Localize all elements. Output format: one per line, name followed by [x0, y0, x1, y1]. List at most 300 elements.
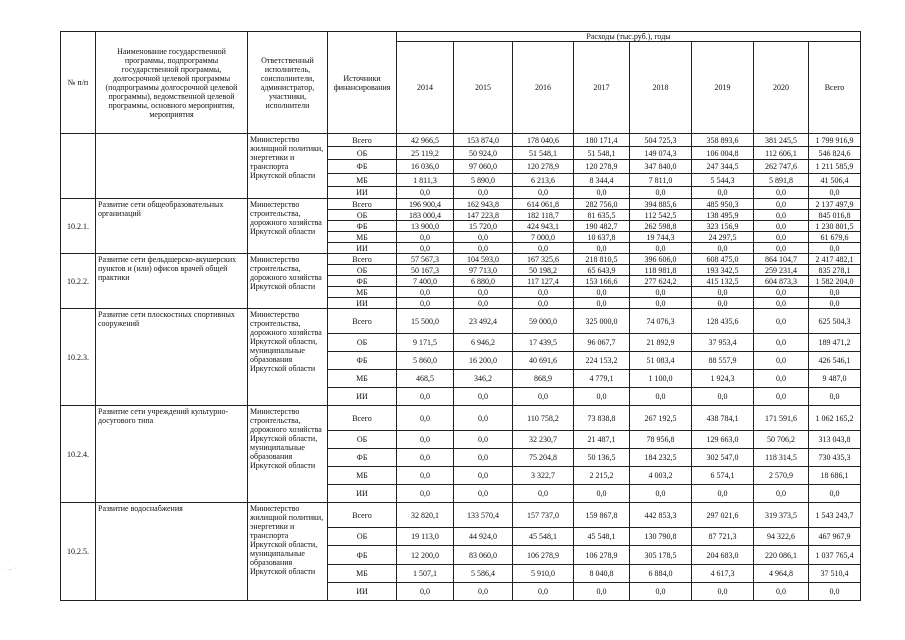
scan-noise: · .. ·: [4, 565, 17, 572]
amount-cell: 9 171,5: [397, 334, 454, 352]
amount-cell: 118 314,5: [754, 449, 809, 467]
amount-cell: 0,0: [513, 583, 574, 601]
funding-source: ФБ: [328, 221, 397, 232]
amount-cell: 0,0: [513, 187, 574, 199]
amount-cell: 259 231,4: [754, 265, 809, 276]
total-cell: 0,0: [809, 243, 861, 254]
funding-source: ФБ: [328, 276, 397, 287]
amount-cell: 120 278,9: [513, 160, 574, 174]
amount-cell: 0,0: [692, 583, 754, 601]
amount-cell: 96 067,7: [574, 334, 630, 352]
event-name: Развитие сети учреждений культурно-досугового типа: [96, 406, 248, 503]
amount-cell: 153 166,6: [574, 276, 630, 287]
total-cell: 835 278,1: [809, 265, 861, 276]
amount-cell: 358 893,6: [692, 134, 754, 147]
funding-source: ИИ: [328, 583, 397, 601]
amount-cell: 45 548,1: [513, 528, 574, 546]
amount-cell: 0,0: [397, 431, 454, 449]
amount-cell: 130 790,8: [630, 528, 692, 546]
amount-cell: 138 495,9: [692, 210, 754, 221]
amount-cell: 94 322,6: [754, 528, 809, 546]
total-cell: 1 543 243,7: [809, 503, 861, 528]
amount-cell: 325 000,0: [574, 309, 630, 334]
amount-cell: 73 838,8: [574, 406, 630, 431]
amount-cell: 220 086,1: [754, 546, 809, 565]
amount-cell: 83 060,0: [454, 546, 513, 565]
amount-cell: 42 966,5: [397, 134, 454, 147]
amount-cell: 438 784,1: [692, 406, 754, 431]
amount-cell: 0,0: [630, 485, 692, 503]
amount-cell: 87 721,3: [692, 528, 754, 546]
table-row: [61, 309, 861, 334]
funding-source: Всего: [328, 503, 397, 528]
amount-cell: 0,0: [454, 298, 513, 309]
amount-cell: 1 924,3: [692, 370, 754, 388]
amount-cell: 4 964,8: [754, 565, 809, 583]
amount-cell: 0,0: [754, 232, 809, 243]
amount-cell: 50 198,2: [513, 265, 574, 276]
amount-cell: 0,0: [454, 406, 513, 431]
amount-cell: 0,0: [692, 243, 754, 254]
amount-cell: 5 544,3: [692, 174, 754, 187]
funding-source: МБ: [328, 174, 397, 187]
amount-cell: 0,0: [454, 287, 513, 298]
funding-source: МБ: [328, 287, 397, 298]
amount-cell: 25 119,2: [397, 147, 454, 160]
amount-cell: 104 593,0: [454, 254, 513, 265]
amount-cell: 0,0: [574, 485, 630, 503]
table-body: [61, 134, 861, 601]
amount-cell: 614 061,8: [513, 199, 574, 210]
total-cell: 313 043,8: [809, 431, 861, 449]
amount-cell: 51 548,1: [513, 147, 574, 160]
total-cell: 1 062 165,2: [809, 406, 861, 431]
amount-cell: 0,0: [513, 298, 574, 309]
amount-cell: 0,0: [574, 243, 630, 254]
funding-source: МБ: [328, 467, 397, 485]
amount-cell: 110 758,2: [513, 406, 574, 431]
row-code: 10.2.2.: [61, 254, 96, 309]
header-year: 2014: [397, 42, 454, 134]
amount-cell: 59 000,0: [513, 309, 574, 334]
amount-cell: 5 586,4: [454, 565, 513, 583]
amount-cell: 157 737,0: [513, 503, 574, 528]
amount-cell: 7 811,0: [630, 174, 692, 187]
amount-cell: 178 040,6: [513, 134, 574, 147]
amount-cell: 319 373,5: [754, 503, 809, 528]
amount-cell: 282 756,0: [574, 199, 630, 210]
amount-cell: 0,0: [397, 485, 454, 503]
funding-source: ИИ: [328, 388, 397, 406]
funding-source: ОБ: [328, 334, 397, 352]
header-year: 2020: [754, 42, 809, 134]
responsible-executor: Министерство жилищной политики, энергетики и транспорта Иркутской области: [248, 134, 328, 199]
header-year: 2017: [574, 42, 630, 134]
amount-cell: 162 943,8: [454, 199, 513, 210]
amount-cell: 0,0: [574, 388, 630, 406]
funding-source: Всего: [328, 254, 397, 265]
amount-cell: 396 606,0: [630, 254, 692, 265]
amount-cell: 468,5: [397, 370, 454, 388]
funding-source: ИИ: [328, 187, 397, 199]
responsible-executor: Министерство строительства, дорожного хозяйства Иркутской области: [248, 254, 328, 309]
funding-source: МБ: [328, 565, 397, 583]
amount-cell: 78 956,8: [630, 431, 692, 449]
funding-source: ОБ: [328, 431, 397, 449]
total-cell: 426 546,1: [809, 352, 861, 370]
row-code: 10.2.3.: [61, 309, 96, 406]
amount-cell: 6 213,6: [513, 174, 574, 187]
amount-cell: 4 779,1: [574, 370, 630, 388]
amount-cell: 50 924,0: [454, 147, 513, 160]
amount-cell: 129 663,0: [692, 431, 754, 449]
amount-cell: 37 953,4: [692, 334, 754, 352]
amount-cell: 15 500,0: [397, 309, 454, 334]
funding-source: ИИ: [328, 298, 397, 309]
amount-cell: 50 706,2: [754, 431, 809, 449]
amount-cell: 1 100,0: [630, 370, 692, 388]
amount-cell: 97 713,0: [454, 265, 513, 276]
amount-cell: 0,0: [754, 287, 809, 298]
funding-source: МБ: [328, 232, 397, 243]
amount-cell: 40 691,6: [513, 352, 574, 370]
amount-cell: 21 487,1: [574, 431, 630, 449]
amount-cell: 0,0: [397, 388, 454, 406]
amount-cell: 247 344,5: [692, 160, 754, 174]
amount-cell: 0,0: [692, 298, 754, 309]
funding-source: ОБ: [328, 147, 397, 160]
amount-cell: 0,0: [692, 388, 754, 406]
amount-cell: 147 223,8: [454, 210, 513, 221]
amount-cell: 16 200,0: [454, 352, 513, 370]
amount-cell: 0,0: [754, 334, 809, 352]
amount-cell: 32 230,7: [513, 431, 574, 449]
total-cell: 0,0: [809, 485, 861, 503]
total-cell: 1 037 765,4: [809, 546, 861, 565]
responsible-executor: Министерство строительства, дорожного хозяйства Иркутской области, муниципальные образования Иркутской области: [248, 309, 328, 406]
header-responsible: Ответственный исполнитель, соисполнители, администратор, участники, исполнители: [248, 32, 328, 134]
total-cell: 546 824,6: [809, 147, 861, 160]
amount-cell: 864 104,7: [754, 254, 809, 265]
amount-cell: 190 482,7: [574, 221, 630, 232]
amount-cell: 608 475,0: [692, 254, 754, 265]
amount-cell: 2 570,9: [754, 467, 809, 485]
total-cell: 2 417 482,1: [809, 254, 861, 265]
table-row: [61, 134, 861, 147]
table-row: [61, 254, 861, 265]
amount-cell: 0,0: [754, 388, 809, 406]
amount-cell: 5 890,0: [454, 174, 513, 187]
amount-cell: 0,0: [754, 243, 809, 254]
total-cell: 0,0: [809, 187, 861, 199]
table-row: [61, 503, 861, 528]
funding-source: ИИ: [328, 485, 397, 503]
amount-cell: 0,0: [574, 287, 630, 298]
amount-cell: 5 910,0: [513, 565, 574, 583]
amount-cell: 153 874,0: [454, 134, 513, 147]
amount-cell: 0,0: [754, 309, 809, 334]
amount-cell: 394 885,6: [630, 199, 692, 210]
total-cell: 1 799 916,9: [809, 134, 861, 147]
amount-cell: 0,0: [397, 467, 454, 485]
amount-cell: 262 747,6: [754, 160, 809, 174]
amount-cell: 0,0: [630, 298, 692, 309]
amount-cell: 0,0: [513, 388, 574, 406]
total-cell: 1 230 801,5: [809, 221, 861, 232]
amount-cell: 0,0: [630, 583, 692, 601]
amount-cell: 106 278,9: [574, 546, 630, 565]
responsible-executor: Министерство строительства, дорожного хозяйства Иркутской области: [248, 199, 328, 254]
total-cell: 1 211 585,9: [809, 160, 861, 174]
amount-cell: 604 873,3: [754, 276, 809, 287]
amount-cell: 65 643,9: [574, 265, 630, 276]
header-year: 2019: [692, 42, 754, 134]
amount-cell: 0,0: [630, 187, 692, 199]
amount-cell: 381 245,5: [754, 134, 809, 147]
amount-cell: 218 810,5: [574, 254, 630, 265]
event-name: Развитие сети фельдшерско-акушерских пунктов и (или) офисов врачей общей практики: [96, 254, 248, 309]
amount-cell: 0,0: [754, 221, 809, 232]
amount-cell: 0,0: [454, 583, 513, 601]
amount-cell: 2 215,2: [574, 467, 630, 485]
amount-cell: 1 811,3: [397, 174, 454, 187]
total-cell: 9 487,0: [809, 370, 861, 388]
amount-cell: 23 492,4: [454, 309, 513, 334]
amount-cell: 193 342,5: [692, 265, 754, 276]
total-cell: 189 471,2: [809, 334, 861, 352]
amount-cell: 0,0: [397, 583, 454, 601]
table-row: [61, 406, 861, 431]
amount-cell: 44 924,0: [454, 528, 513, 546]
total-cell: 1 582 204,0: [809, 276, 861, 287]
amount-cell: 0,0: [754, 187, 809, 199]
total-cell: 845 016,8: [809, 210, 861, 221]
amount-cell: 118 981,8: [630, 265, 692, 276]
event-name: Развитие сети плоскостных спортивных сооружений: [96, 309, 248, 406]
funding-source: ФБ: [328, 352, 397, 370]
amount-cell: 1 507,1: [397, 565, 454, 583]
amount-cell: 0,0: [454, 467, 513, 485]
amount-cell: 3 322,7: [513, 467, 574, 485]
amount-cell: 0,0: [397, 187, 454, 199]
amount-cell: 32 820,1: [397, 503, 454, 528]
total-cell: 0,0: [809, 388, 861, 406]
amount-cell: 45 548,1: [574, 528, 630, 546]
funding-source: ИИ: [328, 243, 397, 254]
amount-cell: 0,0: [630, 243, 692, 254]
funding-source: ФБ: [328, 449, 397, 467]
amount-cell: 16 036,0: [397, 160, 454, 174]
row-code: 10.2.1.: [61, 199, 96, 254]
amount-cell: 4 617,3: [692, 565, 754, 583]
amount-cell: 0,0: [574, 187, 630, 199]
total-cell: 37 510,4: [809, 565, 861, 583]
amount-cell: 0,0: [454, 485, 513, 503]
amount-cell: 6 574,1: [692, 467, 754, 485]
amount-cell: 75 204,8: [513, 449, 574, 467]
amount-cell: 180 171,4: [574, 134, 630, 147]
amount-cell: 0,0: [454, 187, 513, 199]
header-year: 2016: [513, 42, 574, 134]
amount-cell: 17 439,5: [513, 334, 574, 352]
amount-cell: 50 167,3: [397, 265, 454, 276]
amount-cell: 5 891,8: [754, 174, 809, 187]
amount-cell: 267 192,5: [630, 406, 692, 431]
amount-cell: 159 867,8: [574, 503, 630, 528]
amount-cell: 128 435,6: [692, 309, 754, 334]
amount-cell: 0,0: [754, 210, 809, 221]
amount-cell: 297 021,6: [692, 503, 754, 528]
amount-cell: 0,0: [397, 449, 454, 467]
budget-table: [60, 31, 861, 601]
amount-cell: 0,0: [397, 232, 454, 243]
amount-cell: 224 153,2: [574, 352, 630, 370]
funding-source: ОБ: [328, 528, 397, 546]
total-cell: 467 967,9: [809, 528, 861, 546]
amount-cell: 415 132,5: [692, 276, 754, 287]
total-cell: 0,0: [809, 287, 861, 298]
amount-cell: 184 232,5: [630, 449, 692, 467]
header-spending: Расходы (тыс.руб.), годы: [397, 32, 861, 42]
header-name: Наименование государственной программы, подпрограммы государственной программы, долгосрочной целевой программы (подпрограммы долгосрочной целевой программы), ведомственной целевой программы, основного мероприятия, мероприятия: [96, 32, 248, 134]
header-year: 2018: [630, 42, 692, 134]
amount-cell: 19 744,3: [630, 232, 692, 243]
amount-cell: 88 557,9: [692, 352, 754, 370]
amount-cell: 106 278,9: [513, 546, 574, 565]
amount-cell: 485 950,3: [692, 199, 754, 210]
amount-cell: 323 156,9: [692, 221, 754, 232]
amount-cell: 346,2: [454, 370, 513, 388]
amount-cell: 305 178,5: [630, 546, 692, 565]
header-total: Всего: [809, 42, 861, 134]
amount-cell: 97 060,0: [454, 160, 513, 174]
amount-cell: 0,0: [630, 388, 692, 406]
amount-cell: 149 074,3: [630, 147, 692, 160]
row-code: 10.2.5.: [61, 503, 96, 601]
amount-cell: 167 325,6: [513, 254, 574, 265]
header-sources: Источники финансирования: [328, 32, 397, 134]
total-cell: 2 137 497,9: [809, 199, 861, 210]
amount-cell: 0,0: [754, 199, 809, 210]
amount-cell: 424 943,1: [513, 221, 574, 232]
table-row: [61, 199, 861, 210]
amount-cell: 19 113,0: [397, 528, 454, 546]
amount-cell: 204 683,0: [692, 546, 754, 565]
funding-source: Всего: [328, 406, 397, 431]
amount-cell: 0,0: [397, 243, 454, 254]
amount-cell: 0,0: [513, 287, 574, 298]
amount-cell: 0,0: [574, 583, 630, 601]
amount-cell: 106 004,8: [692, 147, 754, 160]
amount-cell: 4 003,2: [630, 467, 692, 485]
amount-cell: 0,0: [454, 431, 513, 449]
responsible-executor: Министерство строительства, дорожного хозяйства Иркутской области, муниципальные образования Иркутской области: [248, 406, 328, 503]
amount-cell: 868,9: [513, 370, 574, 388]
total-cell: 0,0: [809, 583, 861, 601]
amount-cell: 7 000,0: [513, 232, 574, 243]
amount-cell: 0,0: [574, 298, 630, 309]
amount-cell: 51 548,1: [574, 147, 630, 160]
row-code: 10.2.4.: [61, 406, 96, 503]
amount-cell: 112 606,1: [754, 147, 809, 160]
funding-source: Всего: [328, 134, 397, 147]
amount-cell: 5 860,0: [397, 352, 454, 370]
amount-cell: 21 892,9: [630, 334, 692, 352]
amount-cell: 0,0: [513, 485, 574, 503]
amount-cell: 133 570,4: [454, 503, 513, 528]
amount-cell: 74 076,3: [630, 309, 692, 334]
amount-cell: 0,0: [397, 406, 454, 431]
header-year: 2015: [454, 42, 513, 134]
amount-cell: 504 725,3: [630, 134, 692, 147]
amount-cell: 196 900,4: [397, 199, 454, 210]
amount-cell: 6 946,2: [454, 334, 513, 352]
total-cell: 41 506,4: [809, 174, 861, 187]
total-cell: 61 679,6: [809, 232, 861, 243]
amount-cell: 10 637,8: [574, 232, 630, 243]
amount-cell: 51 083,4: [630, 352, 692, 370]
amount-cell: 0,0: [454, 449, 513, 467]
amount-cell: 0,0: [754, 485, 809, 503]
amount-cell: 15 720,0: [454, 221, 513, 232]
amount-cell: 0,0: [454, 388, 513, 406]
amount-cell: 6 884,0: [630, 565, 692, 583]
total-cell: 730 435,3: [809, 449, 861, 467]
amount-cell: 7 400,0: [397, 276, 454, 287]
amount-cell: 120 278,9: [574, 160, 630, 174]
amount-cell: 0,0: [692, 287, 754, 298]
amount-cell: 0,0: [397, 287, 454, 298]
amount-cell: 302 547,0: [692, 449, 754, 467]
amount-cell: 0,0: [397, 298, 454, 309]
funding-source: Всего: [328, 199, 397, 210]
total-cell: 625 504,3: [809, 309, 861, 334]
amount-cell: 171 591,6: [754, 406, 809, 431]
amount-cell: 0,0: [754, 583, 809, 601]
amount-cell: 112 542,5: [630, 210, 692, 221]
amount-cell: 8 040,8: [574, 565, 630, 583]
amount-cell: 117 127,4: [513, 276, 574, 287]
amount-cell: 50 136,5: [574, 449, 630, 467]
row-code: [61, 134, 96, 199]
funding-source: ОБ: [328, 210, 397, 221]
amount-cell: 347 840,0: [630, 160, 692, 174]
responsible-executor: Министерство жилищной политики, энергетики и транспорта Иркутской области, муниципальные образования Иркутской области: [248, 503, 328, 601]
funding-source: ФБ: [328, 160, 397, 174]
amount-cell: 0,0: [454, 243, 513, 254]
amount-cell: 0,0: [630, 287, 692, 298]
amount-cell: 0,0: [692, 485, 754, 503]
amount-cell: 81 635,5: [574, 210, 630, 221]
amount-cell: 277 624,2: [630, 276, 692, 287]
event-name: Развитие водоснабжения: [96, 503, 248, 601]
funding-source: ОБ: [328, 265, 397, 276]
amount-cell: 0,0: [513, 243, 574, 254]
amount-cell: 12 200,0: [397, 546, 454, 565]
amount-cell: 182 118,7: [513, 210, 574, 221]
amount-cell: 262 598,8: [630, 221, 692, 232]
amount-cell: 24 297,5: [692, 232, 754, 243]
amount-cell: 442 853,3: [630, 503, 692, 528]
amount-cell: 0,0: [692, 187, 754, 199]
amount-cell: 6 880,0: [454, 276, 513, 287]
funding-source: МБ: [328, 370, 397, 388]
header-num: № п/п: [61, 32, 96, 134]
amount-cell: 0,0: [754, 352, 809, 370]
funding-source: ФБ: [328, 546, 397, 565]
amount-cell: 0,0: [454, 232, 513, 243]
amount-cell: 13 900,0: [397, 221, 454, 232]
